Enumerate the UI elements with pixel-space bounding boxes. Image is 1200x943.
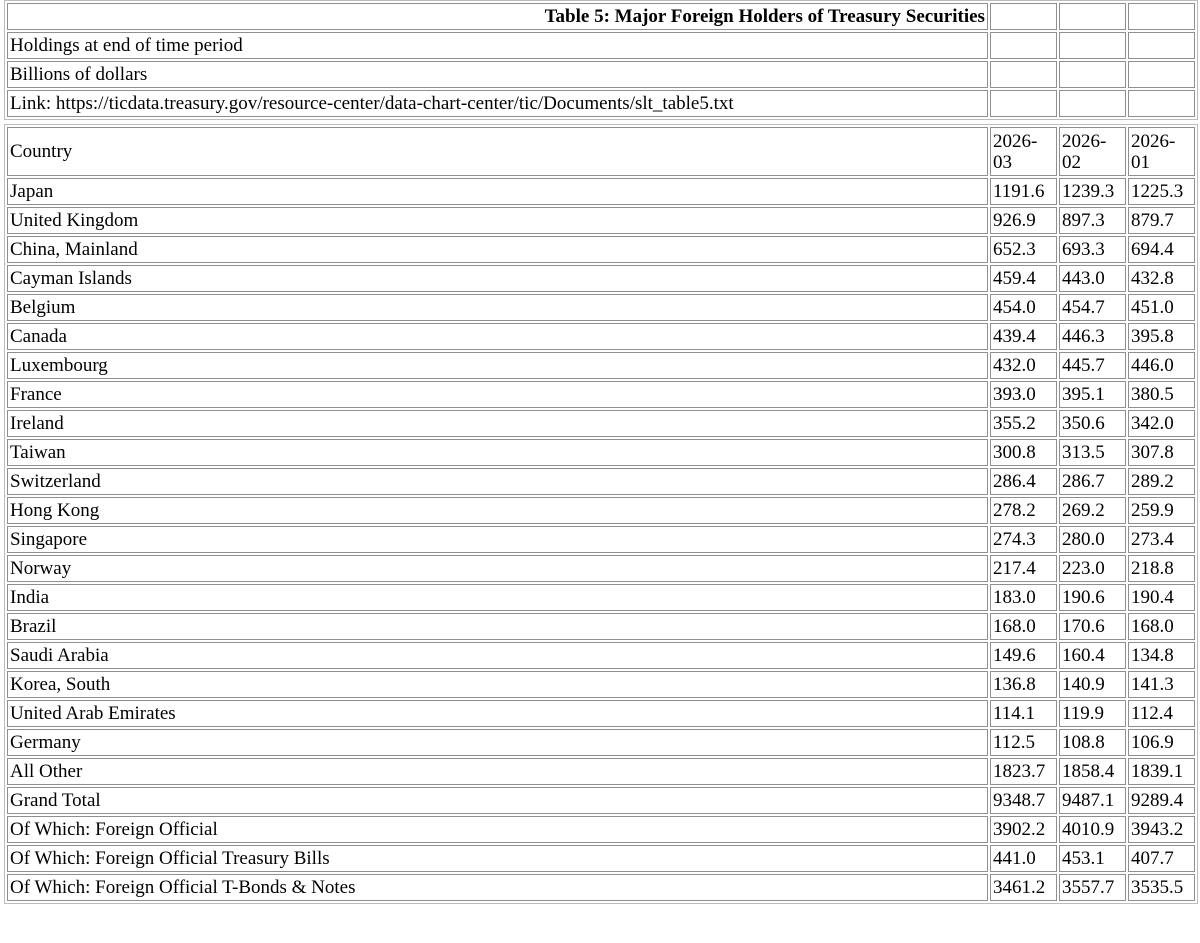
empty-cell	[990, 3, 1057, 30]
value-cell: 693.3	[1059, 236, 1126, 263]
value-cell: 134.8	[1128, 642, 1195, 669]
value-cell: 454.7	[1059, 294, 1126, 321]
value-cell: 108.8	[1059, 729, 1126, 756]
value-cell: 160.4	[1059, 642, 1126, 669]
country-cell: All Other	[7, 758, 988, 785]
country-cell: Belgium	[7, 294, 988, 321]
country-cell: Switzerland	[7, 468, 988, 495]
value-cell: 190.4	[1128, 584, 1195, 611]
period-header: 2026- 01	[1128, 127, 1195, 176]
table-row	[7, 555, 1195, 582]
value-cell: 926.9	[990, 207, 1057, 234]
value-cell: 168.0	[1128, 613, 1195, 640]
value-cell: 3557.7	[1059, 874, 1126, 901]
empty-cell	[1059, 32, 1126, 59]
value-cell: 114.1	[990, 700, 1057, 727]
table-row	[7, 845, 1195, 872]
header-row	[7, 127, 1195, 176]
value-cell: 217.4	[990, 555, 1057, 582]
country-cell: Canada	[7, 323, 988, 350]
value-cell: 393.0	[990, 381, 1057, 408]
table-row	[7, 352, 1195, 379]
value-cell: 441.0	[990, 845, 1057, 872]
value-cell: 119.9	[1059, 700, 1126, 727]
country-header: Country	[7, 127, 988, 176]
empty-cell	[1128, 3, 1195, 30]
value-cell: 259.9	[1128, 497, 1195, 524]
empty-cell	[990, 32, 1057, 59]
value-cell: 1839.1	[1128, 758, 1195, 785]
empty-cell	[1128, 90, 1195, 117]
value-cell: 273.4	[1128, 526, 1195, 553]
country-cell: Saudi Arabia	[7, 642, 988, 669]
table-row	[7, 642, 1195, 669]
value-cell: 140.9	[1059, 671, 1126, 698]
value-cell: 3461.2	[990, 874, 1057, 901]
table-row	[7, 178, 1195, 205]
empty-cell	[1059, 61, 1126, 88]
meta-row	[7, 90, 1195, 117]
value-cell: 453.1	[1059, 845, 1126, 872]
value-cell: 149.6	[990, 642, 1057, 669]
country-cell: Ireland	[7, 410, 988, 437]
value-cell: 407.7	[1128, 845, 1195, 872]
table-row	[7, 323, 1195, 350]
table-row	[7, 874, 1195, 901]
value-cell: 454.0	[990, 294, 1057, 321]
value-cell: 355.2	[990, 410, 1057, 437]
value-cell: 9348.7	[990, 787, 1057, 814]
source-link[interactable]: Link: https://ticdata.treasury.gov/resource-center/data-chart-center/tic/Documents/slt_table5.txt	[7, 90, 988, 117]
value-cell: 170.6	[1059, 613, 1126, 640]
empty-cell	[990, 61, 1057, 88]
value-cell: 443.0	[1059, 265, 1126, 292]
table-row	[7, 265, 1195, 292]
title-table	[4, 0, 1198, 120]
table-row	[7, 497, 1195, 524]
value-cell: 1858.4	[1059, 758, 1126, 785]
holdings-table	[4, 124, 1198, 904]
value-cell: 432.0	[990, 352, 1057, 379]
value-cell: 4010.9	[1059, 816, 1126, 843]
value-cell: 112.5	[990, 729, 1057, 756]
table-row	[7, 207, 1195, 234]
value-cell: 280.0	[1059, 526, 1126, 553]
country-cell: Hong Kong	[7, 497, 988, 524]
title-row	[7, 3, 1195, 30]
empty-cell	[1128, 61, 1195, 88]
country-cell: France	[7, 381, 988, 408]
value-cell: 3535.5	[1128, 874, 1195, 901]
table-row	[7, 468, 1195, 495]
country-cell: Taiwan	[7, 439, 988, 466]
value-cell: 307.8	[1128, 439, 1195, 466]
country-cell: Luxembourg	[7, 352, 988, 379]
table-row	[7, 613, 1195, 640]
table-row	[7, 381, 1195, 408]
country-cell: India	[7, 584, 988, 611]
value-cell: 342.0	[1128, 410, 1195, 437]
value-cell: 1239.3	[1059, 178, 1126, 205]
value-cell: 694.4	[1128, 236, 1195, 263]
table-row	[7, 758, 1195, 785]
value-cell: 446.0	[1128, 352, 1195, 379]
value-cell: 183.0	[990, 584, 1057, 611]
value-cell: 446.3	[1059, 323, 1126, 350]
country-cell: Korea, South	[7, 671, 988, 698]
table-row	[7, 410, 1195, 437]
empty-cell	[1059, 3, 1126, 30]
table-title: Table 5: Major Foreign Holders of Treasury Securities	[7, 3, 988, 30]
value-cell: 459.4	[990, 265, 1057, 292]
empty-cell	[990, 90, 1057, 117]
table-row	[7, 236, 1195, 263]
value-cell: 9487.1	[1059, 787, 1126, 814]
table-row	[7, 816, 1195, 843]
value-cell: 395.1	[1059, 381, 1126, 408]
country-cell: Of Which: Foreign Official T-Bonds & Notes	[7, 874, 988, 901]
value-cell: 432.8	[1128, 265, 1195, 292]
value-cell: 106.9	[1128, 729, 1195, 756]
value-cell: 274.3	[990, 526, 1057, 553]
value-cell: 3902.2	[990, 816, 1057, 843]
value-cell: 451.0	[1128, 294, 1195, 321]
holdings-note: Holdings at end of time period	[7, 32, 988, 59]
value-cell: 269.2	[1059, 497, 1126, 524]
empty-cell	[1059, 90, 1126, 117]
country-cell: Brazil	[7, 613, 988, 640]
table-row	[7, 526, 1195, 553]
value-cell: 190.6	[1059, 584, 1126, 611]
country-cell: Grand Total	[7, 787, 988, 814]
meta-row	[7, 32, 1195, 59]
country-cell: Cayman Islands	[7, 265, 988, 292]
value-cell: 136.8	[990, 671, 1057, 698]
value-cell: 9289.4	[1128, 787, 1195, 814]
table-row	[7, 294, 1195, 321]
value-cell: 141.3	[1128, 671, 1195, 698]
country-cell: Of Which: Foreign Official	[7, 816, 988, 843]
value-cell: 1225.3	[1128, 178, 1195, 205]
value-cell: 218.8	[1128, 555, 1195, 582]
value-cell: 168.0	[990, 613, 1057, 640]
country-cell: Germany	[7, 729, 988, 756]
value-cell: 1191.6	[990, 178, 1057, 205]
value-cell: 3943.2	[1128, 816, 1195, 843]
value-cell: 286.7	[1059, 468, 1126, 495]
value-cell: 439.4	[990, 323, 1057, 350]
period-header: 2026- 03	[990, 127, 1057, 176]
table-row	[7, 671, 1195, 698]
value-cell: 112.4	[1128, 700, 1195, 727]
country-cell: Japan	[7, 178, 988, 205]
value-cell: 289.2	[1128, 468, 1195, 495]
country-cell: Singapore	[7, 526, 988, 553]
period-header: 2026- 02	[1059, 127, 1126, 176]
table-row	[7, 729, 1195, 756]
value-cell: 300.8	[990, 439, 1057, 466]
value-cell: 395.8	[1128, 323, 1195, 350]
table-row	[7, 700, 1195, 727]
value-cell: 313.5	[1059, 439, 1126, 466]
table-body	[7, 178, 1195, 901]
table-row	[7, 439, 1195, 466]
country-cell: Of Which: Foreign Official Treasury Bills	[7, 845, 988, 872]
value-cell: 350.6	[1059, 410, 1126, 437]
country-cell: Norway	[7, 555, 988, 582]
value-cell: 652.3	[990, 236, 1057, 263]
value-cell: 278.2	[990, 497, 1057, 524]
value-cell: 223.0	[1059, 555, 1126, 582]
empty-cell	[1128, 32, 1195, 59]
value-cell: 879.7	[1128, 207, 1195, 234]
country-cell: United Kingdom	[7, 207, 988, 234]
value-cell: 445.7	[1059, 352, 1126, 379]
table-row	[7, 787, 1195, 814]
value-cell: 1823.7	[990, 758, 1057, 785]
country-cell: United Arab Emirates	[7, 700, 988, 727]
value-cell: 286.4	[990, 468, 1057, 495]
value-cell: 380.5	[1128, 381, 1195, 408]
country-cell: China, Mainland	[7, 236, 988, 263]
units-note: Billions of dollars	[7, 61, 988, 88]
meta-row	[7, 61, 1195, 88]
table-row	[7, 584, 1195, 611]
value-cell: 897.3	[1059, 207, 1126, 234]
